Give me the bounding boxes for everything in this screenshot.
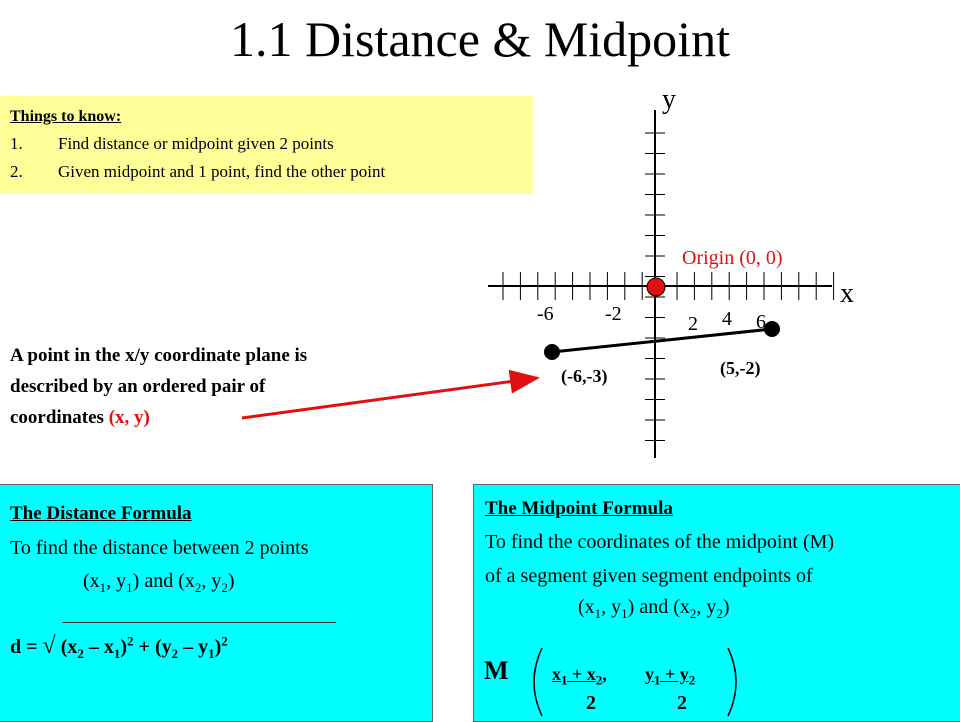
midpoint-y-numerator — [645, 664, 695, 689]
pair-subscript: 2 — [689, 606, 697, 621]
midpoint-m-label: M — [484, 656, 509, 685]
distance-formula — [10, 633, 228, 662]
midpoint-formula-heading: The Midpoint Formula — [485, 498, 673, 519]
description-line-2: described by an ordered pair of — [10, 376, 266, 397]
list-item-text: Find distance or midpoint given 2 points — [58, 134, 334, 153]
list-item-number: 1. — [10, 134, 23, 153]
page-title: 1.1 Distance & Midpoint — [230, 11, 730, 67]
formula-text: – y — [178, 636, 209, 658]
pair-subscript: 1 — [621, 606, 628, 621]
formula-subscript: 2 — [77, 646, 84, 661]
numerator-text: x — [552, 664, 561, 684]
pair-subscript: 1 — [126, 580, 133, 595]
description-line-1: A point in the x/y coordinate plane is — [10, 345, 308, 366]
formula-subscript: 1 — [208, 646, 215, 661]
tick-label-neg2: -2 — [605, 303, 622, 325]
midpoint-x-numerator — [552, 664, 607, 689]
midpoint-y-denominator: 2 — [677, 692, 687, 714]
origin-label: Origin (0, 0) — [682, 247, 783, 269]
midpoint-points-pair — [578, 596, 730, 622]
radical-bar — [62, 622, 336, 623]
pair-subscript: 2 — [716, 606, 723, 621]
tick-label-4: 4 — [722, 308, 732, 330]
tick-label-2: 2 — [688, 313, 698, 335]
formula-exponent: 2 — [127, 633, 134, 649]
pair-text: , y — [201, 570, 222, 592]
point-description — [10, 340, 450, 433]
numerator-subscript: 2 — [595, 672, 603, 688]
numerator-subscript: 1 — [654, 672, 661, 688]
distance-formula-heading: The Distance Formula — [10, 503, 192, 524]
pair-subscript: 2 — [221, 580, 228, 595]
pair-text: ) and (x — [132, 570, 195, 592]
pair-text: ) — [722, 596, 730, 618]
numerator-text: + x — [567, 664, 596, 684]
point-a-label: (-6,-3) — [561, 366, 608, 386]
formula-text: – x — [83, 636, 114, 658]
pair-subscript: 1 — [99, 580, 107, 595]
formula-text: ) — [120, 636, 128, 658]
pair-text: , y — [601, 596, 622, 618]
pair-subscript: 2 — [194, 580, 202, 595]
midpoint-x-denominator: 2 — [586, 692, 596, 714]
tick-label-6: 6 — [756, 311, 766, 333]
formula-text: (x — [55, 636, 78, 658]
pair-text: ) — [227, 570, 235, 592]
ordered-pair-label: (x, y) — [108, 407, 150, 428]
formula-subscript: 2 — [171, 646, 179, 661]
formula-text: + (y — [133, 636, 172, 658]
list-item-number: 2. — [10, 162, 23, 181]
y-axis-label: y — [662, 84, 676, 115]
midpoint-description-2: of a segment given segment endpoints of — [485, 565, 813, 587]
numerator-subscript: 2 — [688, 672, 696, 688]
pair-text: , y — [106, 570, 127, 592]
numerator-subscript: 1 — [561, 672, 568, 688]
pair-text: (x — [83, 570, 100, 592]
numerator-text: y — [645, 664, 654, 684]
x-axis-label: x — [840, 278, 854, 309]
description-line-3-text: coordinates — [10, 407, 109, 428]
pair-text: ) and (x — [627, 596, 690, 618]
list-item-text: Given midpoint and 1 point, find the other point — [58, 162, 386, 181]
things-to-know-heading: Things to know: — [10, 108, 122, 125]
square-root-symbol: √ — [42, 633, 56, 659]
pair-text: , y — [696, 596, 717, 618]
formula-text: d = — [10, 636, 43, 658]
formula-subscript: 1 — [113, 646, 121, 661]
point-b-label: (5,-2) — [720, 358, 761, 378]
distance-points-pair — [83, 570, 235, 596]
segment-line — [552, 329, 772, 352]
point-a-dot — [544, 344, 560, 360]
formula-text: ) — [214, 636, 222, 658]
origin-dot — [647, 278, 665, 296]
distance-description: To find the distance between 2 points — [10, 537, 309, 559]
formula-exponent: 2 — [221, 633, 228, 649]
numerator-text: + y — [660, 664, 689, 684]
midpoint-description-1: To find the coordinates of the midpoint (M) — [485, 531, 835, 553]
description-line-3 — [10, 402, 450, 433]
point-b-dot — [764, 321, 780, 337]
pair-subscript: 1 — [594, 606, 602, 621]
pair-text: (x — [578, 596, 595, 618]
tick-label-neg6: -6 — [537, 303, 554, 325]
numerator-text: , — [602, 664, 607, 684]
